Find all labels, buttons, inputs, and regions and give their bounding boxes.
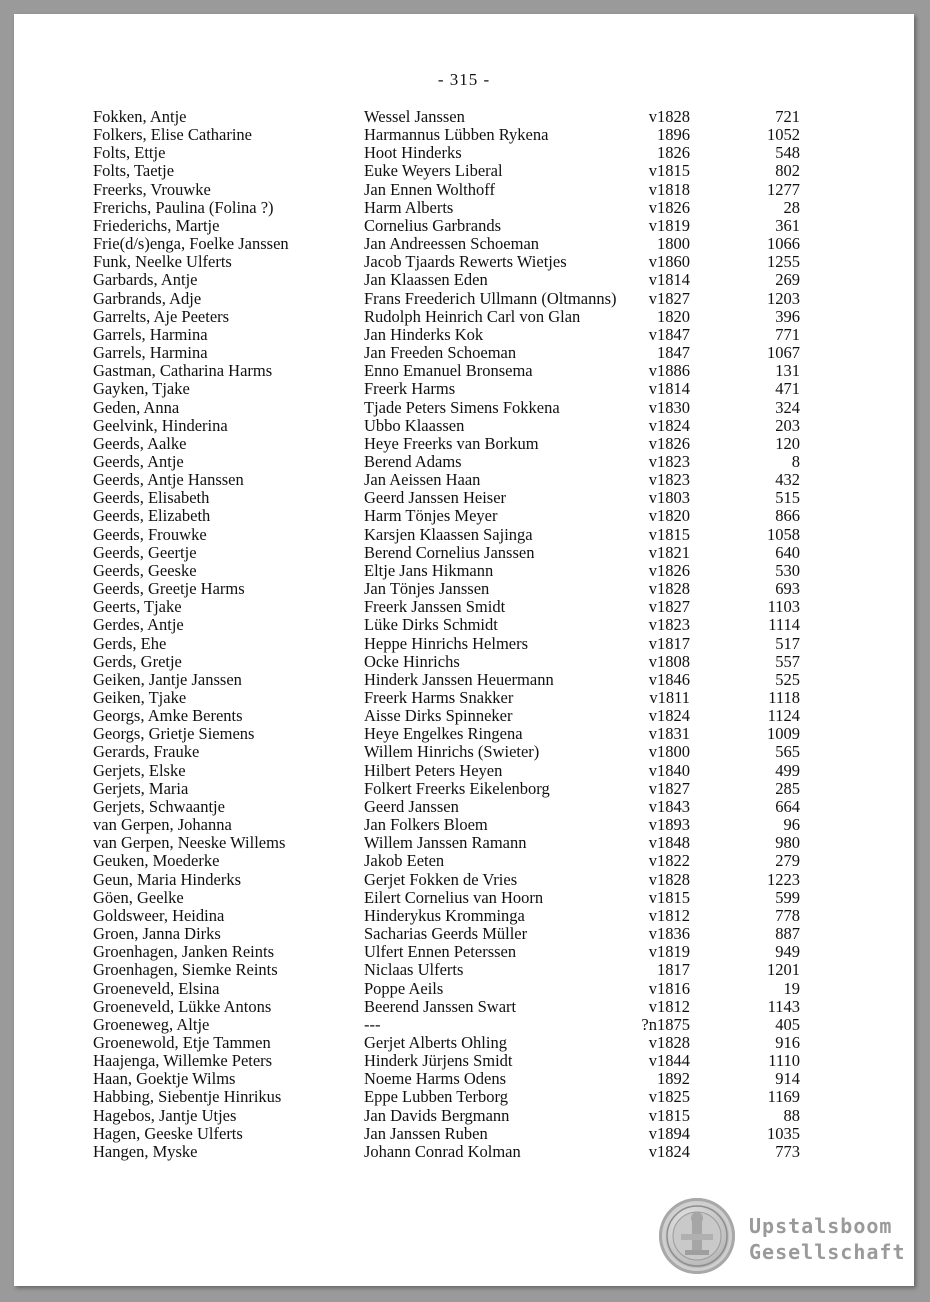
entry-spouse: Willem Hinrichs (Swieter) — [364, 742, 540, 762]
entry-name: Groeneveld, Lükke Antons — [93, 996, 272, 1016]
table-row — [14, 1125, 914, 1143]
entry-year: v1827 — [648, 288, 690, 308]
entry-ref: 1058 — [767, 524, 800, 544]
entry-ref: 599 — [775, 887, 800, 907]
entry-name: Freerks, Vrouwke — [93, 179, 211, 199]
entry-spouse: Sacharias Geerds Müller — [364, 924, 528, 944]
table-row — [14, 562, 914, 580]
entry-name: Goldsweer, Heidina — [93, 905, 225, 925]
entry-ref: 269 — [775, 270, 800, 290]
entry-year: 1800 — [657, 234, 690, 254]
entry-ref: 1223 — [767, 869, 800, 889]
entry-name: Haan, Goektje Wilms — [93, 1069, 236, 1089]
entry-ref: 802 — [775, 161, 800, 181]
entry-year: v1824 — [648, 415, 690, 435]
entry-ref: 499 — [775, 760, 800, 780]
entry-ref: 432 — [775, 470, 800, 490]
entry-ref: 1118 — [768, 688, 800, 707]
entry-ref: 120 — [775, 433, 800, 453]
entry-name: Garbrands, Adje — [93, 288, 202, 308]
entry-name: Geiken, Tjake — [93, 688, 187, 707]
entry-name: Friederichs, Martje — [93, 215, 220, 235]
entry-year: v1819 — [648, 215, 690, 235]
entry-name: Garrels, Harmina — [93, 343, 208, 363]
table-row — [14, 816, 914, 834]
entry-year: v1818 — [648, 179, 690, 199]
table-row — [14, 126, 914, 144]
entry-spouse: Freerk Janssen Smidt — [364, 597, 506, 617]
entry-year: 1817 — [657, 960, 690, 980]
entry-ref: 28 — [783, 197, 800, 217]
entry-spouse: Ubbo Klaassen — [364, 415, 465, 435]
entry-ref: 778 — [775, 905, 800, 925]
entry-spouse: Harm Alberts — [364, 197, 454, 217]
entry-spouse: Hoot Hinderks — [364, 143, 462, 163]
table-row — [14, 671, 914, 689]
entry-ref: 1114 — [768, 615, 800, 635]
entry-year: v1822 — [648, 851, 690, 871]
entry-spouse: Frans Freederich Ullmann (Oltmanns) — [364, 288, 617, 308]
entry-year: v1803 — [648, 488, 690, 508]
entry-spouse: Geerd Janssen Heiser — [364, 488, 507, 508]
entry-spouse: Enno Emanuel Bronsema — [364, 361, 533, 381]
entry-spouse: Ulfert Ennen Peterssen — [364, 942, 517, 962]
table-row — [14, 798, 914, 816]
entry-spouse: Berend Cornelius Janssen — [364, 542, 535, 562]
entry-name: Geelvink, Hinderina — [93, 415, 228, 435]
table-row — [14, 852, 914, 870]
table-row — [14, 925, 914, 943]
entry-name: Geiken, Jantje Janssen — [93, 669, 242, 689]
entry-ref: 1066 — [767, 234, 800, 254]
page-number: - 315 - — [437, 70, 491, 89]
entry-year: v1814 — [648, 379, 690, 399]
table-row — [14, 907, 914, 925]
table-row — [14, 780, 914, 798]
table-row — [14, 144, 914, 162]
table-row — [14, 271, 914, 289]
entry-name: Gerds, Ehe — [93, 633, 167, 653]
entry-spouse: Jan Aeissen Haan — [364, 470, 481, 490]
entry-year: v1825 — [648, 1087, 690, 1107]
entry-name: Garbards, Antje — [93, 270, 198, 290]
entry-ref: 1052 — [767, 125, 800, 145]
entry-year: 1820 — [657, 306, 690, 326]
entry-ref: 517 — [775, 633, 800, 653]
society-name-line2: Gesellschaft — [749, 1240, 906, 1264]
entry-name: Folts, Ettje — [93, 143, 166, 163]
table-row — [14, 1107, 914, 1125]
entry-year: v1844 — [648, 1051, 690, 1071]
entry-year: v1831 — [648, 724, 690, 744]
entry-ref: 471 — [775, 379, 800, 399]
entry-year: v1827 — [648, 597, 690, 617]
entry-name: Garrels, Harmina — [93, 324, 208, 344]
entry-ref: 525 — [775, 669, 800, 689]
entry-ref: 1143 — [767, 996, 800, 1016]
entry-ref: 980 — [775, 833, 800, 853]
entry-ref: 771 — [775, 324, 800, 344]
entry-ref: 324 — [775, 397, 800, 417]
society-name-line1: Upstalsboom — [749, 1214, 893, 1238]
entry-ref: 19 — [783, 978, 800, 998]
entry-year: v1820 — [648, 506, 690, 526]
entry-year: v1848 — [648, 833, 690, 853]
table-row — [14, 308, 914, 326]
entry-year: 1892 — [657, 1069, 690, 1089]
entry-name: Gerjets, Schwaantje — [93, 796, 225, 816]
table-row — [14, 108, 914, 126]
entry-spouse: Berend Adams — [364, 451, 462, 471]
table-row — [14, 526, 914, 544]
table-row — [14, 199, 914, 217]
entry-ref: 773 — [775, 1141, 800, 1161]
entry-ref: 1067 — [767, 343, 800, 363]
table-row — [14, 1088, 914, 1106]
entry-year: v1821 — [648, 542, 690, 562]
table-row — [14, 889, 914, 907]
table-row — [14, 544, 914, 562]
entry-name: Habbing, Siebentje Hinrikus — [93, 1087, 282, 1107]
entry-year: v1812 — [648, 905, 690, 925]
entry-name: van Gerpen, Johanna — [93, 815, 232, 835]
table-row — [14, 871, 914, 889]
entry-ref: 96 — [783, 815, 800, 835]
table-row — [14, 635, 914, 653]
table-row — [14, 834, 914, 852]
entry-year: v1814 — [648, 270, 690, 290]
entry-name: Geerds, Frouwke — [93, 524, 207, 544]
entry-year: v1828 — [648, 1032, 690, 1052]
entry-spouse: Hinderykus Kromminga — [364, 905, 525, 925]
entry-spouse: Noeme Harms Odens — [364, 1069, 507, 1089]
entry-spouse: Jan Hinderks Kok — [364, 324, 484, 344]
entry-spouse: Lüke Dirks Schmidt — [364, 615, 498, 635]
table-row — [14, 1143, 914, 1161]
entry-year: v1836 — [648, 924, 690, 944]
entry-year: v1815 — [648, 1105, 690, 1125]
entry-name: Groen, Janna Dirks — [93, 924, 221, 944]
entry-spouse: Freerk Harms Snakker — [364, 688, 514, 707]
entry-ref: 721 — [775, 107, 800, 126]
entry-spouse: Jan Tönjes Janssen — [364, 579, 490, 599]
table-row — [14, 998, 914, 1016]
table-row — [14, 598, 914, 616]
entry-name: Geun, Maria Hinderks — [93, 869, 242, 889]
entry-ref: 949 — [775, 942, 800, 962]
table-row — [14, 380, 914, 398]
entry-name: Haajenga, Willemke Peters — [93, 1051, 273, 1071]
entry-spouse: Johann Conrad Kolman — [364, 1141, 521, 1161]
entry-ref: 1009 — [767, 724, 800, 744]
entry-name: Groenhagen, Siemke Reints — [93, 960, 278, 980]
table-row — [14, 217, 914, 235]
entry-name: Folts, Taetje — [93, 161, 175, 181]
entry-name: Frerichs, Paulina (Folina ?) — [93, 197, 274, 217]
entry-spouse: Gerjet Alberts Ohling — [364, 1032, 507, 1052]
entry-year: ?n1875 — [641, 1014, 690, 1034]
entry-ref: 1103 — [767, 597, 800, 617]
entry-spouse: Heye Engelkes Ringena — [364, 724, 523, 744]
entry-name: Hagen, Geeske Ulferts — [93, 1123, 243, 1143]
entry-name: Geerds, Greetje Harms — [93, 579, 245, 599]
entry-spouse: Jan Janssen Ruben — [364, 1123, 488, 1143]
entry-spouse: Hinderk Janssen Heuermann — [364, 669, 554, 689]
table-row — [14, 471, 914, 489]
table-row — [14, 162, 914, 180]
entry-name: Funk, Neelke Ulferts — [93, 252, 232, 272]
entry-year: v1826 — [648, 433, 690, 453]
entry-year: v1846 — [648, 669, 690, 689]
table-row — [14, 489, 914, 507]
table-row — [14, 1052, 914, 1070]
table-row — [14, 344, 914, 362]
entry-ref: 1203 — [767, 288, 800, 308]
entry-year: 1826 — [657, 143, 690, 163]
entry-name: Gerds, Gretje — [93, 651, 182, 671]
table-row — [14, 725, 914, 743]
entry-ref: 640 — [775, 542, 800, 562]
entry-ref: 664 — [775, 796, 800, 816]
entry-spouse: --- — [364, 1014, 381, 1034]
entry-name: Geerts, Tjake — [93, 597, 182, 617]
entry-name: Geuken, Moederke — [93, 851, 220, 871]
entry-spouse: Harmannus Lübben Rykena — [364, 125, 549, 145]
entry-year: v1860 — [648, 252, 690, 272]
entry-year: v1843 — [648, 796, 690, 816]
entry-year: v1828 — [648, 579, 690, 599]
society-name — [749, 1213, 906, 1265]
entry-ref: 1169 — [767, 1087, 800, 1107]
entry-name: Gastman, Catharina Harms — [93, 361, 273, 381]
entry-ref: 693 — [775, 579, 800, 599]
entry-spouse: Jan Freeden Schoeman — [364, 343, 517, 363]
entry-year: v1823 — [648, 470, 690, 490]
entry-year: v1827 — [648, 778, 690, 798]
entry-name: van Gerpen, Neeske Willems — [93, 833, 286, 853]
entry-year: v1886 — [648, 361, 690, 381]
table-row — [14, 616, 914, 634]
entry-ref: 557 — [775, 651, 800, 671]
entry-spouse: Jacob Tjaards Rewerts Wietjes — [364, 252, 567, 272]
table-row — [14, 507, 914, 525]
entry-spouse: Gerjet Fokken de Vries — [364, 869, 518, 889]
entry-year: v1828 — [648, 869, 690, 889]
entry-spouse: Beerend Janssen Swart — [364, 996, 517, 1016]
table-row — [14, 653, 914, 671]
entry-ref: 1035 — [767, 1123, 800, 1143]
entry-year: v1840 — [648, 760, 690, 780]
entry-spouse: Jan Davids Bergmann — [364, 1105, 510, 1125]
entry-year: v1823 — [648, 451, 690, 471]
entry-ref: 548 — [775, 143, 800, 163]
entry-name: Gerards, Frauke — [93, 742, 200, 762]
entry-year: v1815 — [648, 887, 690, 907]
entry-year: v1808 — [648, 651, 690, 671]
society-seal-icon — [659, 1198, 735, 1274]
entry-year: v1815 — [648, 524, 690, 544]
entry-spouse: Tjade Peters Simens Fokkena — [364, 397, 560, 417]
entry-spouse: Eltje Jans Hikmann — [364, 560, 494, 580]
entry-year: v1823 — [648, 615, 690, 635]
table-row — [14, 961, 914, 979]
entry-name: Geerds, Geertje — [93, 542, 197, 562]
entry-spouse: Karsjen Klaassen Sajinga — [364, 524, 533, 544]
entry-name: Gerjets, Elske — [93, 760, 186, 780]
entry-name: Geerds, Elizabeth — [93, 506, 211, 526]
entry-year: v1824 — [648, 706, 690, 726]
table-row — [14, 435, 914, 453]
entry-spouse: Ocke Hinrichs — [364, 651, 460, 671]
entry-spouse: Folkert Freerks Eikelenborg — [364, 778, 550, 798]
entry-name: Geden, Anna — [93, 397, 180, 417]
entry-year: v1817 — [648, 633, 690, 653]
entry-name: Fokken, Antje — [93, 107, 187, 126]
entry-ref: 565 — [775, 742, 800, 762]
entry-spouse: Jakob Eeten — [364, 851, 445, 871]
table-row — [14, 689, 914, 707]
entry-year: v1815 — [648, 161, 690, 181]
entry-year: 1896 — [657, 125, 690, 145]
entry-name: Folkers, Elise Catharine — [93, 125, 253, 145]
entry-spouse: Harm Tönjes Meyer — [364, 506, 498, 526]
table-row — [14, 1034, 914, 1052]
entry-name: Geerds, Geeske — [93, 560, 197, 580]
entry-name: Groeneveld, Elsina — [93, 978, 220, 998]
table-row — [14, 1070, 914, 1088]
table-row — [14, 743, 914, 761]
table-row — [14, 326, 914, 344]
entry-name: Gayken, Tjake — [93, 379, 190, 399]
table-row — [14, 417, 914, 435]
entry-spouse: Eppe Lubben Terborg — [364, 1087, 508, 1107]
entry-name: Groenhagen, Janken Reints — [93, 942, 274, 962]
entry-year: v1816 — [648, 978, 690, 998]
entry-name: Geerds, Elisabeth — [93, 488, 210, 508]
entry-spouse: Heppe Hinrichs Helmers — [364, 633, 529, 653]
table-row — [14, 1016, 914, 1034]
entry-spouse: Jan Klaassen Eden — [364, 270, 488, 290]
entry-year: v1800 — [648, 742, 690, 762]
entry-year: v1812 — [648, 996, 690, 1016]
entry-name: Garrelts, Aje Peeters — [93, 306, 230, 326]
entry-ref: 8 — [791, 451, 800, 471]
entry-ref: 515 — [775, 488, 800, 508]
table-row — [14, 399, 914, 417]
entry-year: v1893 — [648, 815, 690, 835]
table-row — [14, 253, 914, 271]
table-row — [14, 453, 914, 471]
entry-year: 1847 — [657, 343, 690, 363]
entry-name: Gerdes, Antje — [93, 615, 184, 635]
table-row — [14, 181, 914, 199]
table-row — [14, 980, 914, 998]
table-row — [14, 580, 914, 598]
entry-ref: 1277 — [767, 179, 800, 199]
entry-name: Hagebos, Jantje Utjes — [93, 1105, 237, 1125]
entry-year: v1826 — [648, 197, 690, 217]
entry-ref: 279 — [775, 851, 800, 871]
table-row — [14, 290, 914, 308]
entry-ref: 914 — [775, 1069, 800, 1089]
entry-ref: 916 — [775, 1032, 800, 1052]
entry-year: v1826 — [648, 560, 690, 580]
table-row — [14, 707, 914, 725]
entry-spouse: Wessel Janssen — [364, 107, 465, 126]
entry-name: Groeneweg, Altje — [93, 1014, 210, 1034]
entry-ref: 405 — [775, 1014, 800, 1034]
entry-year: v1811 — [649, 688, 690, 707]
entry-ref: 1124 — [767, 706, 800, 726]
entry-spouse: Geerd Janssen — [364, 796, 459, 816]
entry-spouse: Hinderk Jürjens Smidt — [364, 1051, 513, 1071]
entry-ref: 1110 — [768, 1051, 800, 1071]
entry-ref: 1255 — [767, 252, 800, 272]
entry-name: Göen, Geelke — [93, 887, 184, 907]
register-table — [14, 108, 914, 1161]
table-row — [14, 362, 914, 380]
entry-spouse: Poppe Aeils — [364, 978, 444, 998]
entry-year: v1819 — [648, 942, 690, 962]
entry-ref: 131 — [775, 361, 800, 381]
table-row — [14, 943, 914, 961]
entry-year: v1824 — [648, 1141, 690, 1161]
entry-spouse: Jan Folkers Bloem — [364, 815, 488, 835]
entry-ref: 88 — [783, 1105, 800, 1125]
entry-ref: 285 — [775, 778, 800, 798]
entry-ref: 396 — [775, 306, 800, 326]
entry-year: v1828 — [648, 107, 690, 126]
entry-name: Geerds, Antje — [93, 451, 184, 471]
entry-name: Hangen, Myske — [93, 1141, 198, 1161]
entry-name: Georgs, Grietje Siemens — [93, 724, 255, 744]
entry-ref: 1201 — [767, 960, 800, 980]
entry-spouse: Niclaas Ulferts — [364, 960, 464, 980]
entry-name: Gerjets, Maria — [93, 778, 189, 798]
entry-ref: 866 — [775, 506, 800, 526]
entry-name: Geerds, Aalke — [93, 433, 187, 453]
table-row — [14, 762, 914, 780]
document-page — [14, 14, 914, 1286]
entry-ref: 203 — [775, 415, 800, 435]
entry-name: Geerds, Antje Hanssen — [93, 470, 244, 490]
entry-spouse: Jan Andreessen Schoeman — [364, 234, 540, 254]
entry-name: Georgs, Amke Berents — [93, 706, 243, 726]
entry-spouse: Heye Freerks van Borkum — [364, 433, 539, 453]
entry-spouse: Freerk Harms — [364, 379, 456, 399]
entry-ref: 361 — [775, 215, 800, 235]
entry-spouse: Willem Janssen Ramann — [364, 833, 527, 853]
entry-year: v1830 — [648, 397, 690, 417]
entry-spouse: Hilbert Peters Heyen — [364, 760, 503, 780]
entry-name: Groenewold, Etje Tammen — [93, 1032, 271, 1052]
entry-year: v1894 — [648, 1123, 690, 1143]
entry-spouse: Cornelius Garbrands — [364, 215, 502, 235]
table-row — [14, 235, 914, 253]
entry-spouse: Euke Weyers Liberal — [364, 161, 503, 181]
entry-name: Frie(d/s)enga, Foelke Janssen — [93, 234, 289, 254]
entry-ref: 887 — [775, 924, 800, 944]
entry-spouse: Aisse Dirks Spinneker — [364, 706, 513, 726]
entry-spouse: Rudolph Heinrich Carl von Glan — [364, 306, 581, 326]
entry-ref: 530 — [775, 560, 800, 580]
entry-spouse: Eilert Cornelius van Hoorn — [364, 887, 544, 907]
entry-spouse: Jan Ennen Wolthoff — [364, 179, 495, 199]
entry-year: v1847 — [648, 324, 690, 344]
